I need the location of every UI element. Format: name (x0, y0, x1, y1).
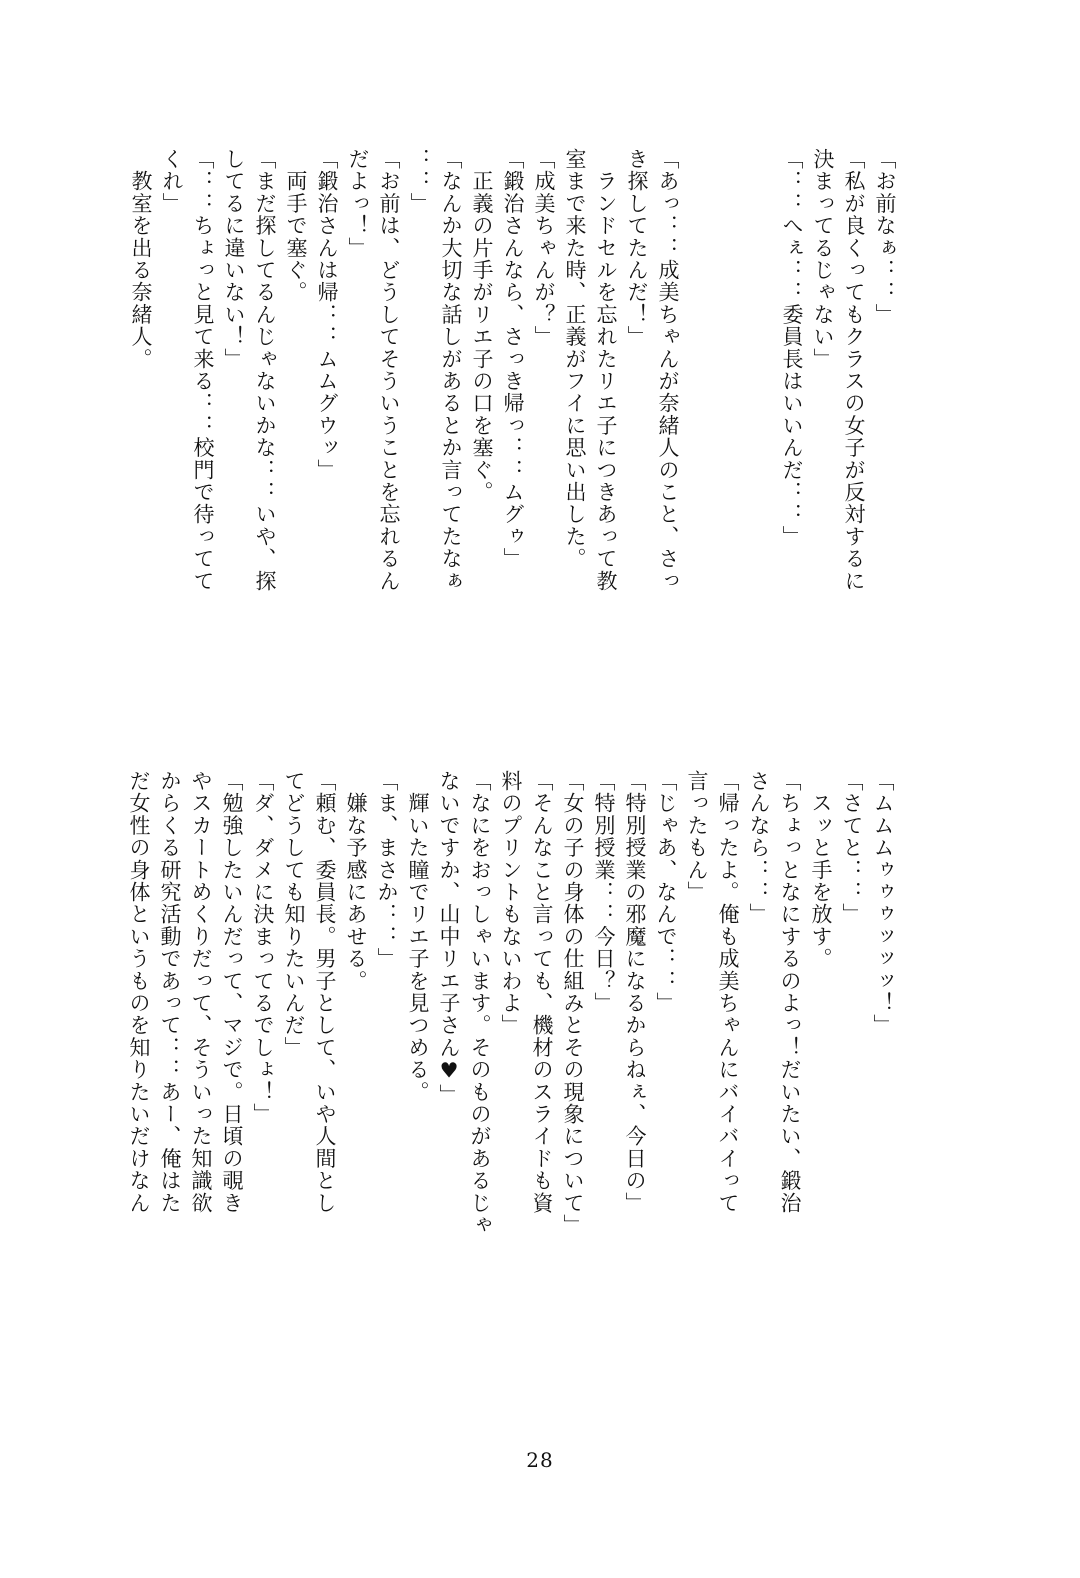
text-line: 言ったもん」 (685, 770, 709, 904)
text-line: 「さてと：：」 (840, 770, 864, 926)
text-line: 両手で塞ぐ。 (284, 148, 308, 304)
text-line (745, 148, 776, 668)
text-line: 輝いた瞳でリエ子を見つめる。 (406, 770, 430, 1103)
text-line: 室まで来た時、正義がフイに思い出した。 (563, 148, 587, 570)
text-line: 「お前なぁ：：」 (873, 148, 897, 326)
text-line: くれ」 (160, 148, 184, 215)
text-line: 嫌な予感にあせる。 (344, 770, 368, 992)
text-line: さんなら：：」 (747, 770, 771, 926)
text-line: 教室を出る奈緒人。 (129, 148, 153, 370)
text-line: 料のプリントもないわよ」 (499, 770, 523, 1037)
text-line: 「お前は、どうしてそういうことを忘れるん (377, 148, 401, 592)
text-line: してるに違いない！」 (222, 148, 246, 370)
text-line: 「頼む、委員長。男子として、いや人間とし (313, 770, 337, 1214)
text-line: 「じゃあ、なんで：：」 (654, 770, 678, 1015)
text-line: 「そんなこと言っても、機材のスライドも資 (530, 770, 554, 1214)
text-line: 「まだ探してるんじゃないかな：：いや、探 (253, 148, 277, 592)
text-line: 「私が良くってもクラスの女子が反対するに (842, 148, 866, 592)
text-line: 「帰ったよ。俺も成美ちゃんにバイバイって (716, 770, 740, 1214)
text-line: ランドセルを忘れたリエ子につきあって教 (594, 148, 618, 592)
text-line: 「：：へぇ：：委員長はいいんだ：：」 (780, 148, 804, 548)
text-line: 「成美ちゃんが？」 (532, 148, 556, 348)
text-line: 「ダ、ダメに決まってるでしょ！」 (251, 770, 275, 1126)
text-line: 「勉強したいんだって、マジで。日頃の覗き (220, 770, 244, 1214)
text-line: 「なにをおっしゃいます。そのものがあるじゃ (468, 770, 492, 1237)
text-line: ：：」 (408, 148, 432, 215)
text-line: 「鍛治さんは帰：：ムムグウッ」 (315, 148, 339, 481)
text-line: 「ま、まさか：：」 (375, 770, 399, 970)
text-line: 「鍛治さんなら、さっき帰っ：：ムグゥ」 (501, 148, 525, 570)
text-line (714, 148, 745, 668)
text-line: 決まってるじゃない」 (811, 148, 835, 370)
text-line: 「女の子の身体の仕組みとその現象について」 (561, 770, 585, 1237)
text-line: だ女性の身体というものを知りたいだけなん (127, 770, 151, 1214)
text-line: 正義の片手がリエ子の口を塞ぐ。 (470, 148, 494, 504)
text-line: 「なんか大切な話しがあるとか言ってたなぁ (439, 148, 463, 592)
text-line: 「ちょっとなにするのよっ！だいたい、鍛治 (778, 770, 802, 1214)
text-block-bottom (123, 770, 898, 1290)
text-line: 「：：ちょっと見て来る：：校門で待ってて (191, 148, 215, 592)
text-line: き探してたんだ！」 (625, 148, 649, 348)
text-line: 「あっ：：成美ちゃんが奈緒人のこと、さっ (656, 148, 680, 592)
text-line: からくる研究活動であって：：あー、俺はた (158, 770, 182, 1214)
text-line: てどうしても知りたいんだ」 (282, 770, 306, 1059)
text-line: 「特別授業：：今日？」 (592, 770, 616, 1015)
text-line: ないですか、山中リエ子さん♥」 (437, 770, 461, 1106)
text-line: 「特別授業の邪魔になるからねぇ、今日の」 (623, 770, 647, 1214)
text-block-top (125, 148, 900, 668)
text-line: スッと手を放す。 (809, 770, 833, 970)
page-number: 28 (526, 1448, 554, 1472)
text-line: 「ムムムゥゥゥッッッ！」 (871, 770, 895, 1037)
text-line (683, 148, 714, 668)
text-line: やスカートめくりだって、そういった知識欲 (189, 770, 213, 1214)
text-line: だよっ！」 (346, 148, 370, 259)
